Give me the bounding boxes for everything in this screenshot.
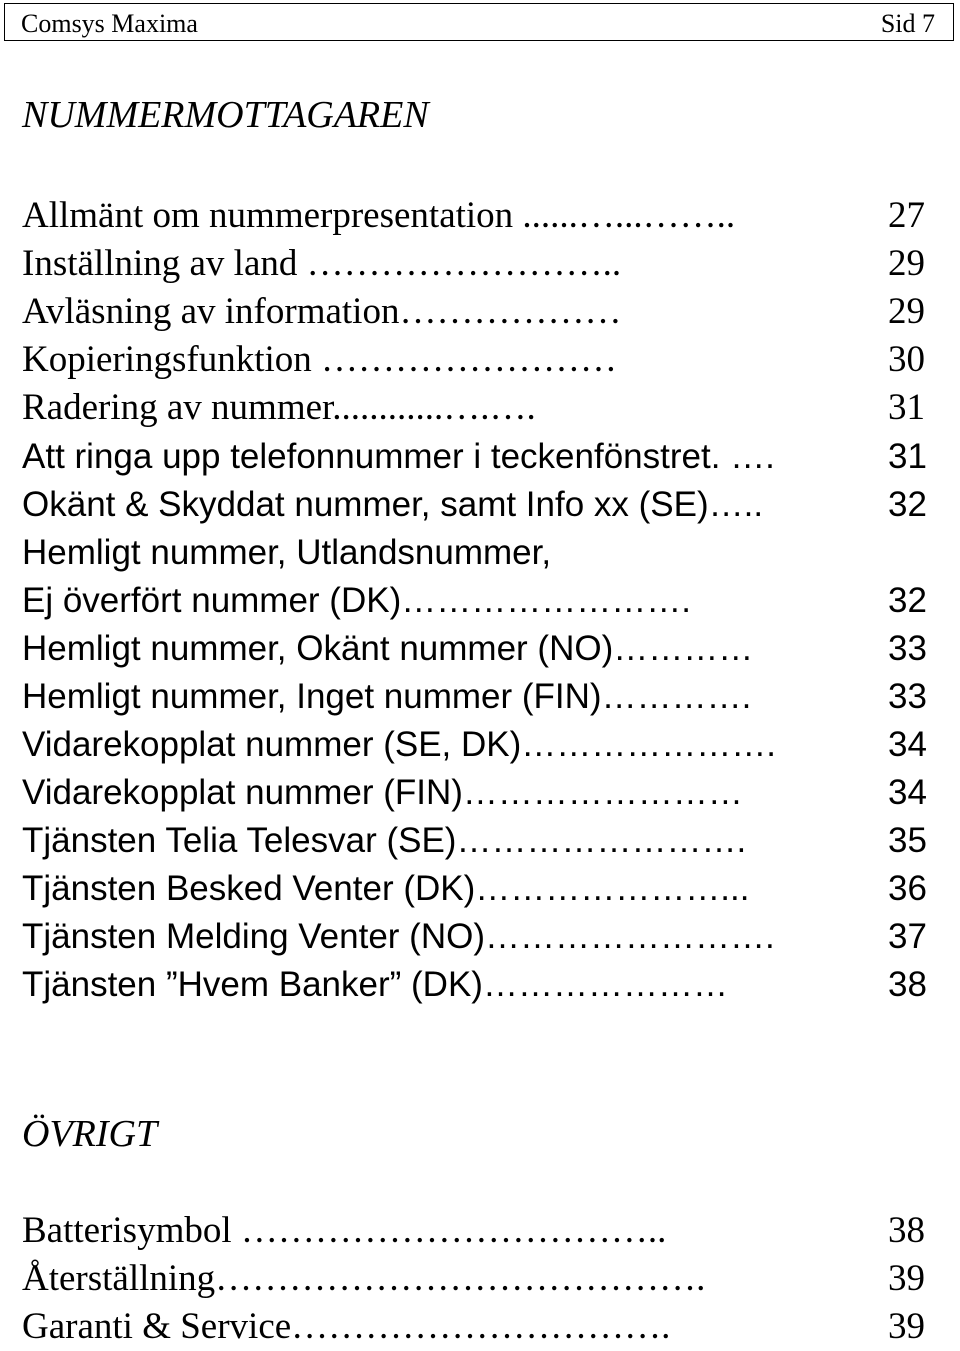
document-title: Comsys Maxima bbox=[21, 9, 198, 38]
toc-entry[interactable] bbox=[22, 913, 942, 961]
toc-entry-title: Ej överfört nummer (DK)……………………. bbox=[22, 581, 691, 620]
toc-entry-title: Inställning av land …………………….. bbox=[22, 243, 622, 284]
toc-entry-page: 30 bbox=[888, 339, 925, 380]
toc-entry-page: 38 bbox=[888, 1210, 925, 1251]
toc-entry-title: Avläsning av information……………… bbox=[22, 291, 622, 332]
toc-entry-title: Hemligt nummer, Okänt nummer (NO)………… bbox=[22, 629, 754, 668]
toc-entry-page: 33 bbox=[888, 629, 927, 668]
toc-entry[interactable] bbox=[22, 1303, 942, 1351]
toc-entry[interactable] bbox=[22, 336, 942, 384]
toc-entry-page: 32 bbox=[888, 581, 927, 620]
toc-entry-page: 34 bbox=[888, 725, 927, 764]
toc-entry-page: 33 bbox=[888, 677, 927, 716]
toc-entry-title: Tjänsten Besked Venter (DK)…………………... bbox=[22, 869, 750, 908]
toc-entry[interactable] bbox=[22, 384, 942, 432]
toc-entry[interactable] bbox=[22, 625, 942, 673]
toc-entry-title: Allmänt om nummerpresentation ......…...…….. bbox=[22, 195, 736, 236]
toc-entry-page: 32 bbox=[888, 485, 927, 524]
page-number: Sid 7 bbox=[880, 9, 935, 38]
toc-entry[interactable] bbox=[22, 192, 942, 240]
toc-entry[interactable] bbox=[22, 529, 942, 577]
toc-entry[interactable] bbox=[22, 673, 942, 721]
toc-entry[interactable] bbox=[22, 1207, 942, 1255]
toc-entry-page: 34 bbox=[888, 773, 927, 812]
toc-entry[interactable] bbox=[22, 721, 942, 769]
toc-entry[interactable] bbox=[22, 481, 942, 529]
toc-entry[interactable] bbox=[22, 961, 942, 1009]
toc-entry-title: Okänt & Skyddat nummer, samt Info xx (SE)….. bbox=[22, 485, 764, 524]
toc-entry-page: 29 bbox=[888, 243, 925, 284]
page-header bbox=[4, 3, 954, 41]
toc-entry-page: 36 bbox=[888, 869, 927, 908]
section-title: ÖVRIGT bbox=[22, 1113, 158, 1155]
toc-entry-title: Kopieringsfunktion …………………… bbox=[22, 339, 618, 380]
toc-list bbox=[22, 433, 942, 1009]
toc-entry-title: Återställning…………………………………. bbox=[22, 1258, 706, 1299]
toc-entry-title: Garanti & Service…………………………. bbox=[22, 1306, 671, 1347]
toc-entry[interactable] bbox=[22, 865, 942, 913]
toc-entry-title: Tjänsten Telia Telesvar (SE)……………………. bbox=[22, 821, 747, 860]
toc-entry-page: 31 bbox=[888, 387, 925, 428]
toc-entry-page: 38 bbox=[888, 965, 927, 1004]
toc-entry[interactable] bbox=[22, 577, 942, 625]
toc-entry[interactable] bbox=[22, 240, 942, 288]
toc-entry-title: Radering av nummer............….…. bbox=[22, 387, 536, 428]
toc-entry-page: 29 bbox=[888, 291, 925, 332]
toc-entry-page: 27 bbox=[888, 195, 925, 236]
section-title: NUMMERMOTTAGAREN bbox=[22, 94, 429, 136]
toc-entry-page: 37 bbox=[888, 917, 927, 956]
toc-entry[interactable] bbox=[22, 817, 942, 865]
toc-entry-title: Tjänsten Melding Venter (NO)……………………. bbox=[22, 917, 775, 956]
toc-entry-page: 39 bbox=[888, 1258, 925, 1299]
toc-entry[interactable] bbox=[22, 288, 942, 336]
toc-list bbox=[22, 1207, 942, 1351]
toc-entry-title: Vidarekopplat nummer (SE, DK)…………………. bbox=[22, 725, 777, 764]
toc-entry-page: 39 bbox=[888, 1306, 925, 1347]
toc-entry-title: Hemligt nummer, Utlandsnummer, bbox=[22, 533, 552, 572]
toc-entry-title: Batterisymbol …………………………….. bbox=[22, 1210, 667, 1251]
toc-entry[interactable] bbox=[22, 433, 942, 481]
toc-entry-title: Att ringa upp telefonnummer i teckenfönstret. …. bbox=[22, 437, 775, 476]
toc-entry[interactable] bbox=[22, 769, 942, 817]
toc-entry-title: Tjänsten ”Hvem Banker” (DK)………………… bbox=[22, 965, 728, 1004]
toc-entry-page: 31 bbox=[888, 437, 927, 476]
toc-entry[interactable] bbox=[22, 1255, 942, 1303]
toc-list bbox=[22, 192, 942, 432]
toc-entry-title: Hemligt nummer, Inget nummer (FIN)…………. bbox=[22, 677, 752, 716]
toc-entry-title: Vidarekopplat nummer (FIN)…………………… bbox=[22, 773, 743, 812]
toc-entry-page: 35 bbox=[888, 821, 927, 860]
